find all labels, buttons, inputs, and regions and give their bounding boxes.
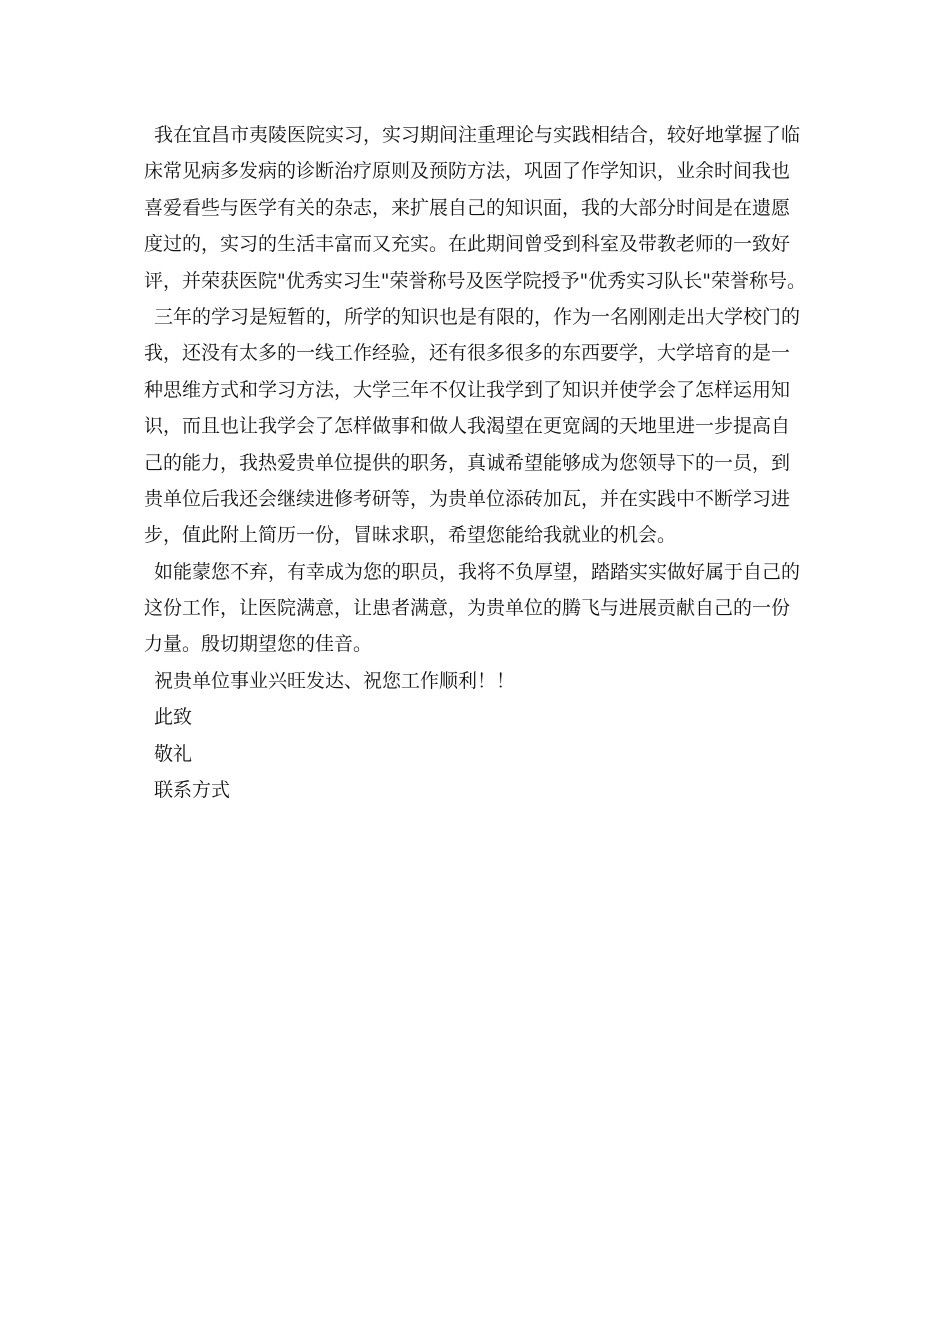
letter-body (144, 117, 824, 808)
closing-wishes: 祝贵单位事业兴旺发达、祝您工作顺利！！ (154, 669, 516, 692)
paragraph-2-line-2: 我，还没有太多的一线工作经验，还有很多很多的东西要学，大学培育的是一 (144, 342, 791, 365)
paragraph-2-line-3: 种思维方式和学习方法，大学三年不仅让我学到了知识并使学会了怎样运用知 (144, 378, 791, 401)
paragraph-2-line-7: 步，值此附上简历一份，冒昧求职，希望您能给我就业的机会。 (144, 524, 677, 547)
contact-heading: 联系方式 (154, 779, 231, 802)
closing-regards: 敬礼 (154, 742, 193, 765)
paragraph-2-line-1: 三年的学习是短暂的，所学的知识也是有限的，作为一名刚刚走出大学校门的 (154, 305, 801, 328)
paragraph-1-line-2: 床常见病多发病的诊断治疗原则及预防方法，巩固了作学知识，业余时间我也 (144, 160, 791, 183)
paragraph-1-line-5: 评，并荣获医院"优秀实习生"荣誉称号及医学院授予"优秀实习队长"荣誉称号。 (144, 269, 806, 292)
paragraph-2-line-6: 贵单位后我还会继续进修考研等，为贵单位添砖加瓦，并在实践中不断学习进 (144, 487, 791, 510)
closing-salutation: 此致 (154, 706, 193, 729)
paragraph-2-line-5: 己的能力，我热爱贵单位提供的职务，真诚希望能够成为您领导下的一员，到 (144, 451, 791, 474)
paragraph-3-line-1: 如能蒙您不弃，有幸成为您的职员，我将不负厚望，踏踏实实做好属于自己的 (154, 560, 801, 583)
paragraph-2-line-4: 识，而且也让我学会了怎样做事和做人我渴望在更宽阔的天地里进一步提高自 (144, 415, 791, 438)
paragraph-3-line-2: 这份工作，让医院满意，让患者满意，为贵单位的腾飞与进展贡献自己的一份 (144, 597, 791, 620)
paragraph-1-line-4: 度过的，实习的生活丰富而又充实。在此期间曾受到科室及带教老师的一致好 (144, 233, 791, 256)
paragraph-1-line-3: 喜爱看些与医学有关的杂志，来扩展自己的知识面，我的大部分时间是在遗愿 (144, 196, 791, 219)
paragraph-1-line-1: 我在宜昌市夷陵医院实习，实习期间注重理论与实践相结合，较好地掌握了临 (154, 124, 801, 146)
paragraph-3-line-3: 力量。殷切期望您的佳音。 (144, 633, 373, 656)
